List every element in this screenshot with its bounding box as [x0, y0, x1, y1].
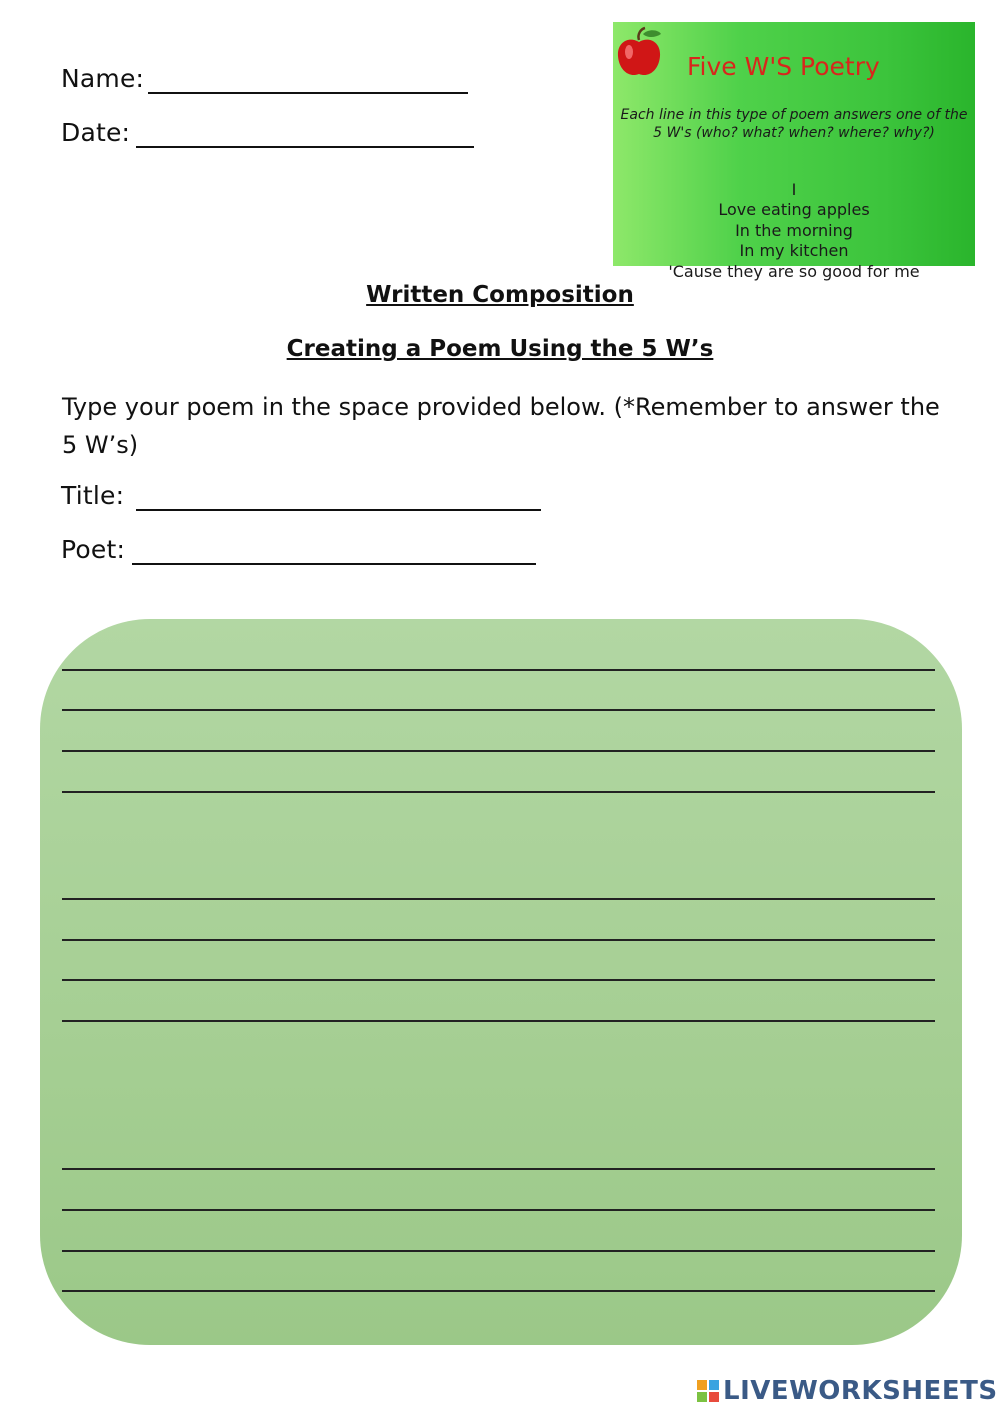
apple-icon [615, 26, 665, 80]
example-poem-line: 'Cause they are so good for me [668, 262, 920, 281]
poet-label: Poet: [61, 535, 126, 564]
title-label: Title: [61, 481, 125, 510]
writing-line[interactable] [62, 1250, 935, 1252]
writing-line[interactable] [62, 898, 935, 900]
name-input[interactable] [148, 92, 468, 94]
writing-line[interactable] [62, 1020, 935, 1022]
poem-writing-area[interactable] [40, 619, 962, 1345]
name-label: Name: [61, 64, 145, 93]
writing-line[interactable] [62, 709, 935, 711]
writing-line[interactable] [62, 979, 935, 981]
example-poem-line: I [791, 180, 797, 199]
writing-line[interactable] [62, 939, 935, 941]
card-title: Five W'S Poetry [687, 52, 880, 81]
date-input[interactable] [136, 146, 474, 148]
instructions-text: Type your poem in the space provided below. (*Remember to answer the 5 W’s) [62, 393, 940, 459]
example-poem-line: In the morning [735, 221, 853, 240]
sub-heading: Creating a Poem Using the 5 W’s [286, 336, 714, 362]
date-label: Date: [61, 118, 131, 147]
example-poem-line: Love eating apples [718, 200, 870, 219]
poet-input[interactable] [132, 563, 536, 565]
writing-line[interactable] [62, 1290, 935, 1292]
writing-line[interactable] [62, 791, 935, 793]
liveworksheets-logo-icon [697, 1380, 719, 1402]
writing-line[interactable] [62, 750, 935, 752]
brand-name: LIVEWORKSHEETS [723, 1376, 998, 1406]
card-description: Each line in this type of poem answers one of the 5 W's (who? what? when? where? why?) [620, 107, 968, 141]
five-ws-info-card [613, 22, 975, 281]
writing-line[interactable] [62, 1168, 935, 1170]
main-heading: Written Composition [366, 282, 634, 308]
title-input[interactable] [136, 509, 541, 511]
writing-line[interactable] [62, 669, 935, 671]
liveworksheets-brand [697, 1376, 997, 1410]
example-poem-line: In my kitchen [739, 241, 849, 260]
writing-line[interactable] [62, 1209, 935, 1211]
